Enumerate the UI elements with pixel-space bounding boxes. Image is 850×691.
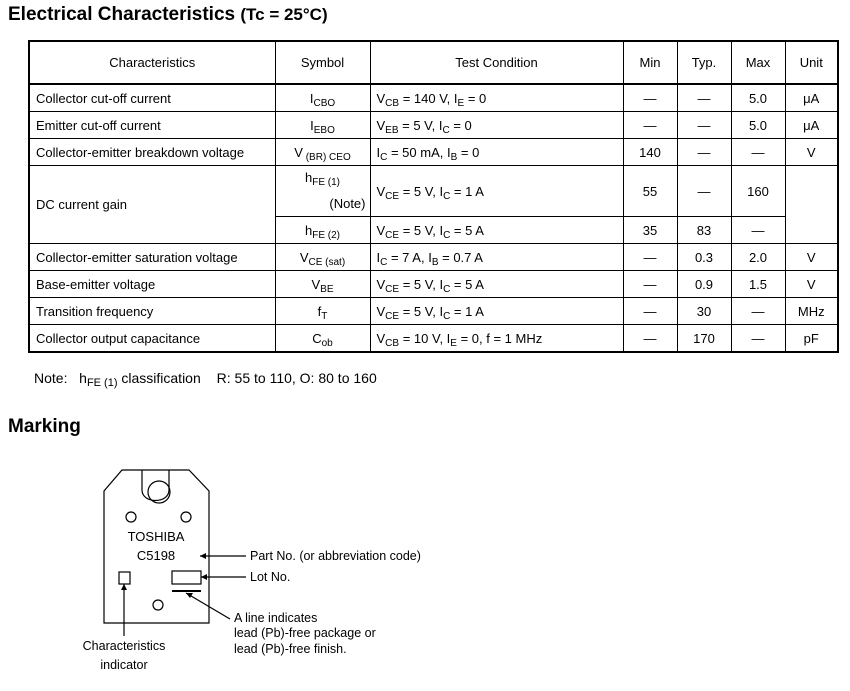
cell-typ: — <box>677 112 731 139</box>
cell-min: 55 <box>623 166 677 217</box>
cell-unit: MHz <box>785 298 838 325</box>
cell-typ: 30 <box>677 298 731 325</box>
cell-unit: pF <box>785 325 838 353</box>
header-characteristics: Characteristics <box>29 41 275 84</box>
label-lead-free-1: A line indicates <box>234 611 318 625</box>
cell-symbol: $h_{FE (1)}$ (Note) <box>275 166 370 217</box>
cell-characteristic: Collector-emitter saturation voltage <box>29 244 275 271</box>
label-lot-no: Lot No. <box>250 570 291 584</box>
leader-lead-free <box>186 593 230 619</box>
cell-max: — <box>731 298 785 325</box>
cell-min: — <box>623 244 677 271</box>
cell-typ: 0.3 <box>677 244 731 271</box>
title-condition: (Tc = 25°C) <box>240 5 328 24</box>
cell-min: — <box>623 325 677 353</box>
label-lead-free-3: lead (Pb)-free finish. <box>234 642 347 656</box>
cell-typ: 170 <box>677 325 731 353</box>
cell-characteristic: Base-emitter voltage <box>29 271 275 298</box>
symbol-note: (Note) <box>329 196 366 211</box>
cell-test-condition: $V_{CE} = 5$ V, $I_C = 5$ A <box>370 217 623 244</box>
header-test-condition: Test Condition <box>370 41 623 84</box>
cell-typ: — <box>677 139 731 166</box>
arrow-part-no <box>200 553 206 559</box>
cell-test-condition: $V_{CE} = 5$ V, $I_C = 1$ A <box>370 298 623 325</box>
lot-no-box <box>172 571 201 584</box>
cell-symbol: $V_{CE (sat)}$ <box>275 244 370 271</box>
cell-min: — <box>623 84 677 112</box>
cell-symbol: $I_{CBO}$ <box>275 84 370 112</box>
arrow-lot-no <box>201 574 207 580</box>
cell-max: 5.0 <box>731 112 785 139</box>
cell-symbol: $h_{FE (2)}$ <box>275 217 370 244</box>
cell-max: — <box>731 325 785 353</box>
cell-unit: V <box>785 139 838 166</box>
cell-unit: μA <box>785 112 838 139</box>
cell-min: 35 <box>623 217 677 244</box>
cell-test-condition: $V_{EB} = 5$ V, $I_C = 0$ <box>370 112 623 139</box>
cell-characteristic: DC current gain <box>29 166 275 244</box>
cell-characteristic: Transition frequency <box>29 298 275 325</box>
cell-test-condition: $I_C = 50$ mA, $I_B = 0$ <box>370 139 623 166</box>
cell-typ: 83 <box>677 217 731 244</box>
cell-max: 160 <box>731 166 785 217</box>
cell-max: — <box>731 217 785 244</box>
section-title-marking: Marking <box>8 416 81 437</box>
cell-typ: — <box>677 84 731 112</box>
brand-marking: TOSHIBA <box>127 529 185 544</box>
cell-unit: V <box>785 244 838 271</box>
section-title-electrical: Electrical Characteristics (Tc = 25°C) <box>8 4 328 25</box>
pin-hole-bottom <box>153 600 163 610</box>
cell-characteristic: Collector output capacitance <box>29 325 275 353</box>
header-typ: Typ. <box>677 41 731 84</box>
label-part-no: Part No. (or abbreviation code) <box>250 549 421 563</box>
label-characteristics: Characteristics <box>82 639 166 653</box>
arrow-lead-free <box>186 593 193 598</box>
arrow-characteristics <box>121 584 127 590</box>
characteristics-indicator-box <box>119 572 130 584</box>
cell-symbol: $I_{EBO}$ <box>275 112 370 139</box>
cell-symbol: V $_{(BR) CEO}$ <box>275 139 370 166</box>
header-unit: Unit <box>785 41 838 84</box>
package-tab-notch <box>142 470 169 501</box>
cell-max: 5.0 <box>731 84 785 112</box>
cell-max: 1.5 <box>731 271 785 298</box>
cell-test-condition: $V_{CB} = 140$ V, $I_E = 0$ <box>370 84 623 112</box>
cell-unit: μA <box>785 84 838 112</box>
cell-symbol: $C_{ob}$ <box>275 325 370 353</box>
cell-min: 140 <box>623 139 677 166</box>
header-symbol: Symbol <box>275 41 370 84</box>
cell-symbol: $V_{BE}$ <box>275 271 370 298</box>
cell-test-condition: $I_C = 7$ A, $I_B = 0.7$ A <box>370 244 623 271</box>
cell-min: — <box>623 271 677 298</box>
cell-test-condition: $V_{CE} = 5$ V, $I_C = 1$ A <box>370 166 623 217</box>
cell-typ: 0.9 <box>677 271 731 298</box>
cell-characteristic: Collector cut-off current <box>29 84 275 112</box>
cell-max: — <box>731 139 785 166</box>
cell-min: — <box>623 112 677 139</box>
header-max: Max <box>731 41 785 84</box>
cell-max: 2.0 <box>731 244 785 271</box>
hfe-classification-note: Note: $h_{FE (1)}$ classification R: 55 to 110, O: 80 to 160 <box>34 370 377 389</box>
cell-test-condition: $V_{CE} = 5$ V, $I_C = 5$ A <box>370 271 623 298</box>
cell-typ: — <box>677 166 731 217</box>
cell-characteristic: Emitter cut-off current <box>29 112 275 139</box>
cell-min: — <box>623 298 677 325</box>
header-min: Min <box>623 41 677 84</box>
screw-hole-right <box>181 512 191 522</box>
cell-symbol: $f_T$ <box>275 298 370 325</box>
label-indicator: indicator <box>100 658 148 672</box>
cell-unit: V <box>785 271 838 298</box>
cell-test-condition: $V_{CB} = 10$ V, $I_E = 0$, f = 1 MHz <box>370 325 623 353</box>
cell-characteristic: Collector-emitter breakdown voltage <box>29 139 275 166</box>
label-lead-free-2: lead (Pb)-free package or <box>234 626 376 640</box>
part-marking: C5198 <box>136 548 176 563</box>
screw-hole-left <box>126 512 136 522</box>
